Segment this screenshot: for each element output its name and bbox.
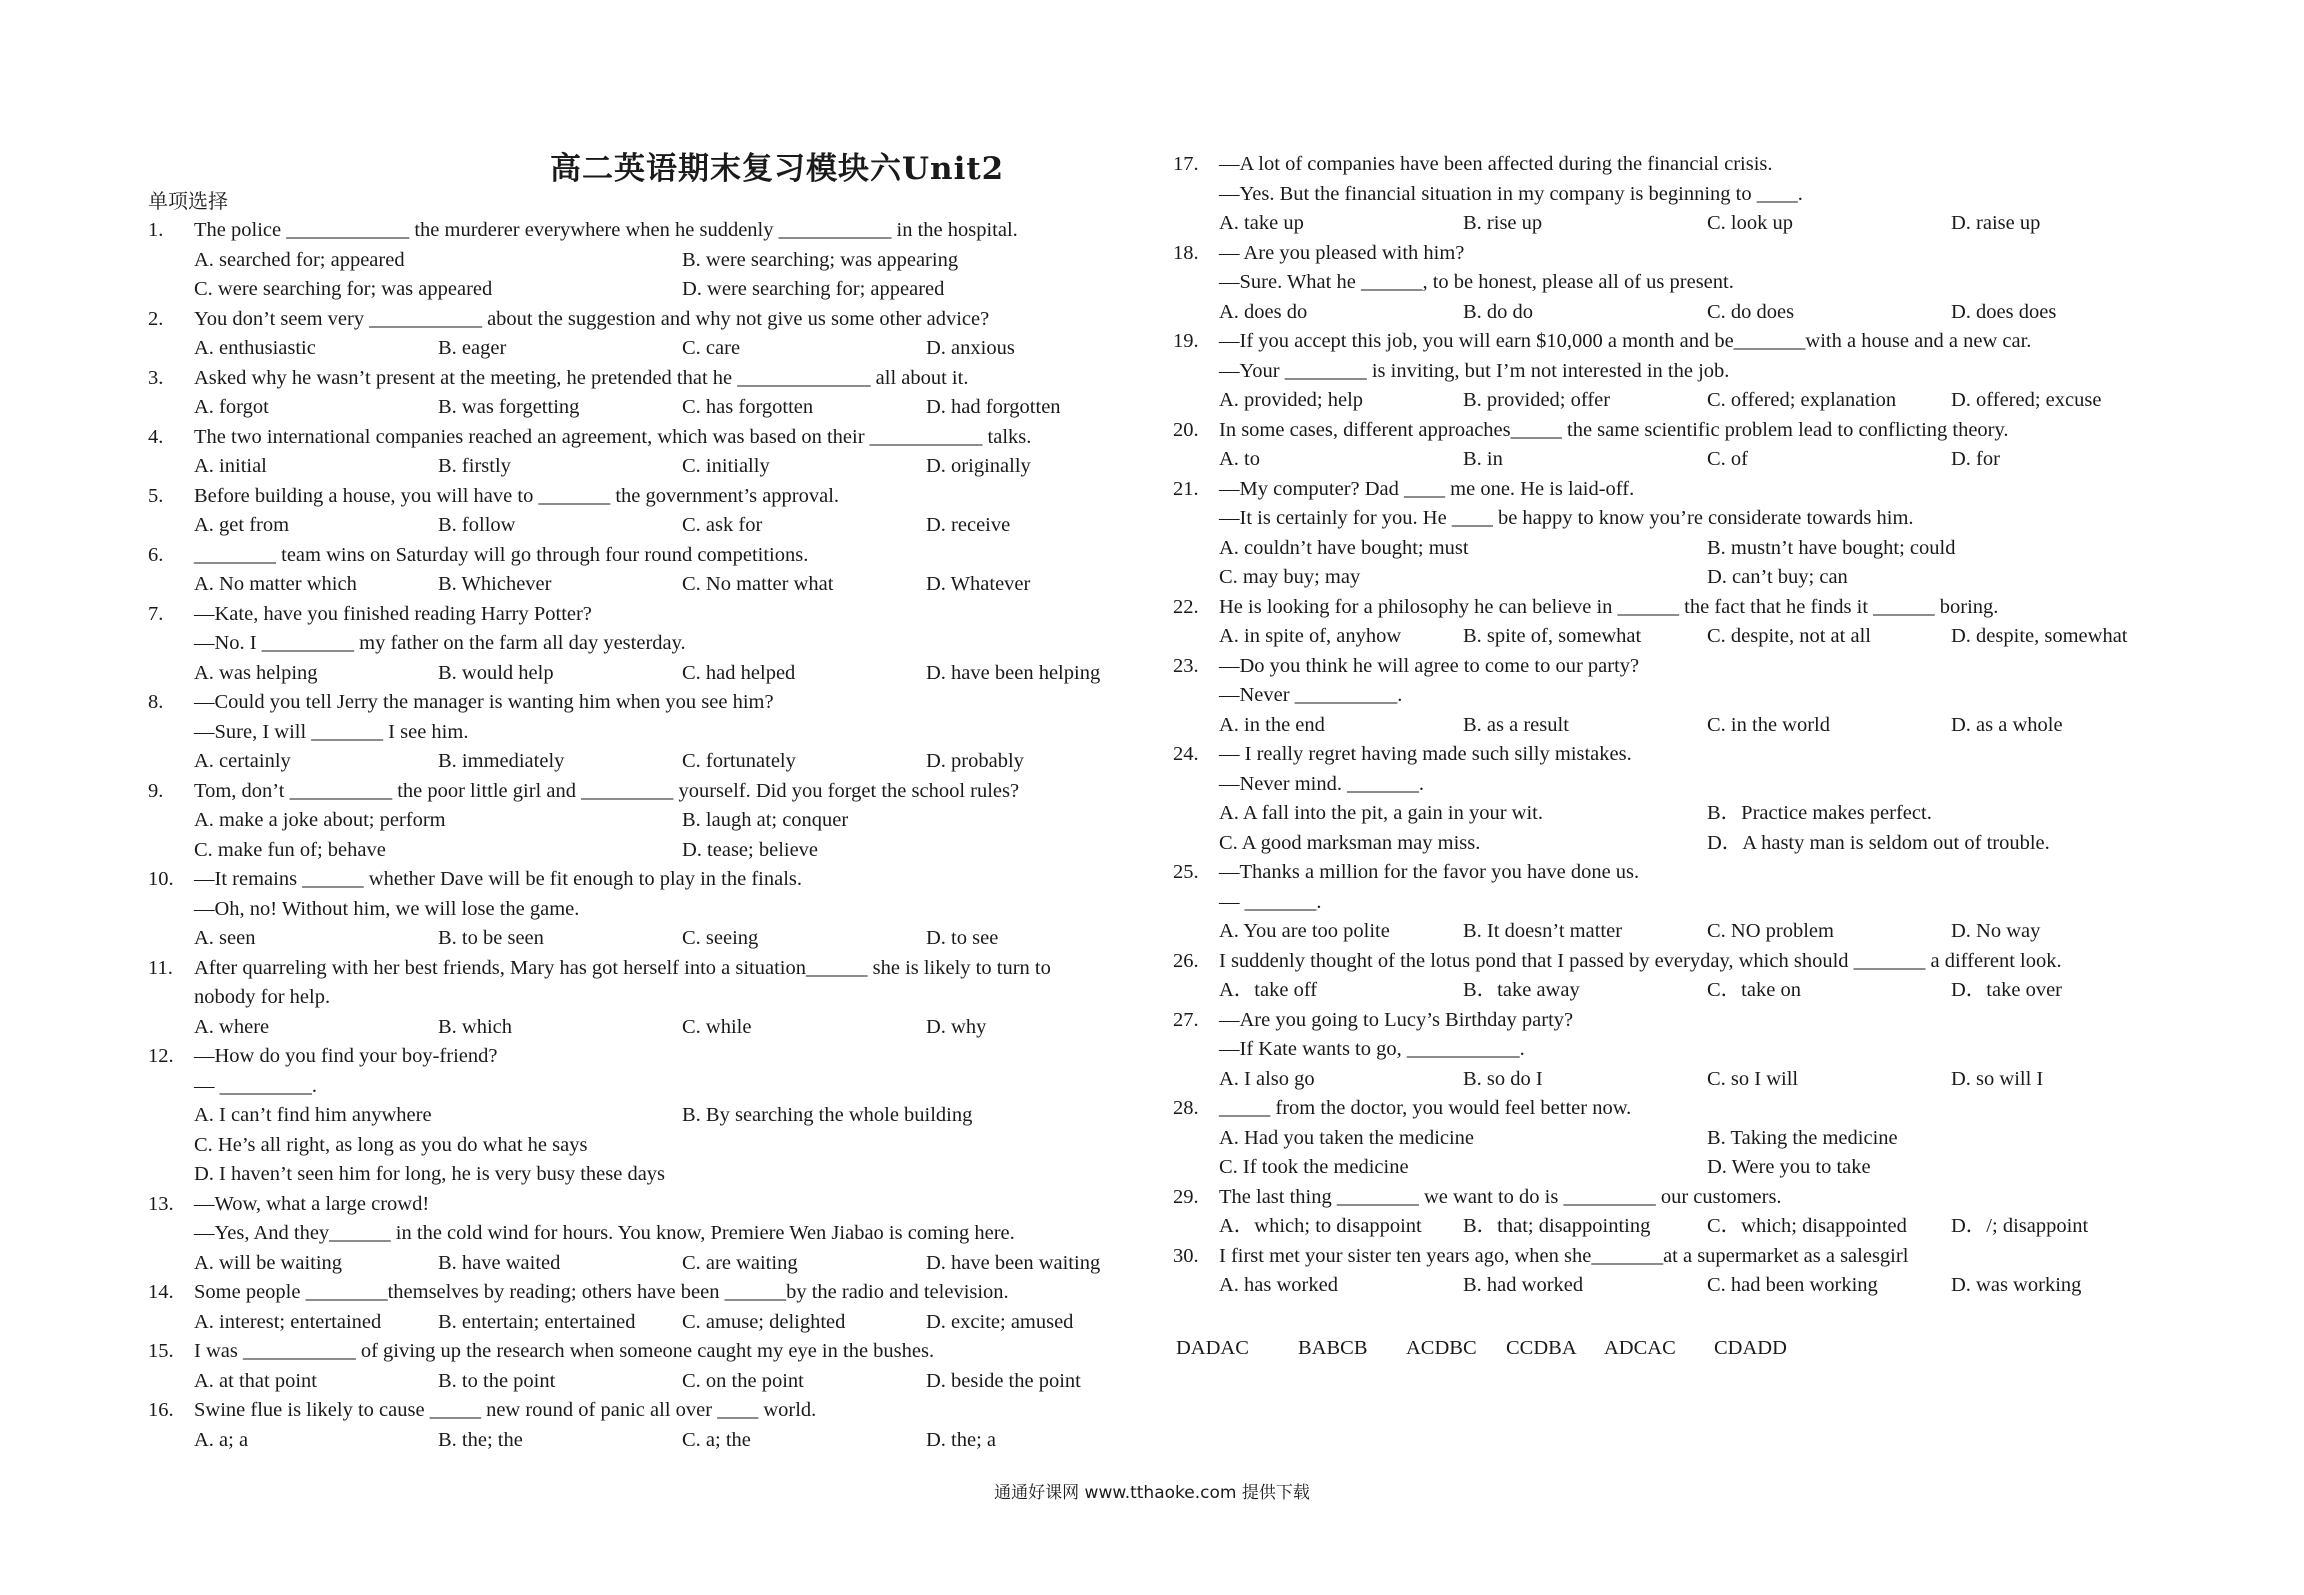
option-d[interactable]: D. was working xyxy=(1951,1274,2082,1296)
option-b[interactable]: B. would help xyxy=(438,661,554,684)
option-d[interactable]: D. No way xyxy=(1951,920,2041,942)
option-b[interactable]: B. spite of, somewhat xyxy=(1463,625,1642,647)
question-item xyxy=(148,482,1138,541)
option-a[interactable]: A. You are too polite xyxy=(1219,920,1390,942)
question-item xyxy=(1173,239,2163,328)
question-text: The last thing ________ we want to do is _________ our customers. xyxy=(1219,1185,1782,1208)
question-item xyxy=(148,1190,1138,1279)
option-d[interactable]: D. had forgotten xyxy=(926,396,1061,418)
option-d[interactable]: D．take over xyxy=(1951,979,2062,1001)
option-c[interactable]: C．which; disappointed xyxy=(1707,1215,1907,1237)
question-text: —It remains ______ whether Dave will be fit enough to play in the finals. xyxy=(194,868,803,890)
question-number: 22. xyxy=(1173,595,1199,618)
option-a[interactable]: A. A fall into the pit, a gain in your wit. xyxy=(1219,802,1543,824)
question-number: 15. xyxy=(148,1340,174,1362)
question-item xyxy=(148,1278,1138,1337)
question-text: — I really regret having made such silly mistakes. xyxy=(1219,743,1632,765)
option-b[interactable]: B. were searching; was appearing xyxy=(682,248,959,271)
question-text: —Sure. What he ______, to be honest, please all of us present. xyxy=(1219,271,1734,293)
question-number: 19. xyxy=(1173,330,1199,352)
option-d[interactable]: D. probably xyxy=(926,750,1024,772)
question-number: 7. xyxy=(148,602,164,625)
question-number: 2. xyxy=(148,307,164,330)
option-b[interactable]: B. as a result xyxy=(1463,713,1569,736)
option-d[interactable]: D. anxious xyxy=(926,337,1015,359)
answer-group: CCDBA xyxy=(1506,1337,1577,1359)
option-a[interactable]: A. a; a xyxy=(194,1428,249,1451)
option-c[interactable]: C. on the point xyxy=(682,1369,804,1392)
question-item xyxy=(148,777,1138,866)
question-text: —How do you find your boy-friend? xyxy=(194,1045,498,1067)
option-c[interactable]: C. a; the xyxy=(682,1428,751,1451)
option-d[interactable]: D. excite; amused xyxy=(926,1310,1074,1333)
question-text: The police ____________ the murderer everywhere when he suddenly ___________ in the hospital. xyxy=(194,219,1018,241)
footer-credit: 通通好课网 www.tthaoke.com 提供下载 xyxy=(994,1483,1310,1503)
option-a[interactable]: A. take up xyxy=(1219,212,1304,234)
answer-group: ADCAC xyxy=(1604,1337,1676,1359)
option-a[interactable]: A. No matter which xyxy=(194,573,357,595)
option-a[interactable]: A. initial xyxy=(194,455,267,477)
option-c[interactable]: C. fortunately xyxy=(682,750,796,772)
question-number: 8. xyxy=(148,691,164,713)
option-c[interactable]: C. despite, not at all xyxy=(1707,625,1871,647)
option-a[interactable]: A. forgot xyxy=(194,396,269,418)
option-b[interactable]: B. to the point xyxy=(438,1369,556,1392)
option-b[interactable]: B. was forgetting xyxy=(438,396,580,418)
question-text: —Are you going to Lucy’s Birthday party? xyxy=(1219,1008,1574,1031)
option-b[interactable]: B. It doesn’t matter xyxy=(1463,920,1623,942)
question-number: 30. xyxy=(1173,1244,1199,1267)
question-text: —Thanks a million for the favor you have done us. xyxy=(1219,861,1640,883)
question-text: —Could you tell Jerry the manager is wanting him when you see him? xyxy=(194,691,774,713)
question-item xyxy=(1173,416,2163,475)
question-number: 25. xyxy=(1173,861,1199,883)
question-text: _____ from the doctor, you would feel better now. xyxy=(1219,1097,1632,1119)
question-number: 20. xyxy=(1173,418,1199,441)
option-b[interactable]: B. follow xyxy=(438,514,516,536)
option-b[interactable]: B. laugh at; conquer xyxy=(682,809,849,831)
option-d[interactable]: D. beside the point xyxy=(926,1369,1081,1392)
question-item xyxy=(1173,1183,2163,1242)
option-c[interactable]: C. make fun of; behave xyxy=(194,838,386,861)
question-number: 28. xyxy=(1173,1097,1199,1119)
option-a[interactable]: A．take off xyxy=(1219,979,1318,1001)
option-a[interactable]: A. at that point xyxy=(194,1369,317,1392)
question-number: 23. xyxy=(1173,654,1199,677)
question-text: I was ___________ of giving up the research when someone caught my eye in the bushes. xyxy=(194,1340,935,1362)
option-b[interactable]: B. so do I xyxy=(1463,1067,1543,1090)
option-d[interactable]: D. offered; excuse xyxy=(1951,389,2102,411)
question-item xyxy=(148,688,1138,777)
question-item xyxy=(1173,740,2163,858)
option-d[interactable]: D. I haven’t seen him for long, he is very busy these days xyxy=(194,1163,666,1185)
question-item xyxy=(148,1396,1138,1455)
question-number: 24. xyxy=(1173,743,1199,765)
question-text: —Yes, And they______ in the cold wind for hours. You know, Premiere Wen Jiabao is coming here. xyxy=(194,1222,1015,1244)
option-c[interactable]: C. No matter what xyxy=(682,573,834,595)
question-number: 4. xyxy=(148,425,164,448)
option-a[interactable]: A. interest; entertained xyxy=(194,1310,382,1333)
option-b[interactable]: B. Whichever xyxy=(438,573,552,595)
option-c[interactable]: C. ask for xyxy=(682,514,763,536)
option-b[interactable]: B. rise up xyxy=(1463,212,1543,234)
question-text: — _______. xyxy=(1219,890,1322,913)
question-item xyxy=(1173,947,2163,1006)
option-c[interactable]: C. offered; explanation xyxy=(1707,389,1897,411)
question-number: 21. xyxy=(1173,477,1199,500)
question-item xyxy=(1173,475,2163,593)
question-item xyxy=(148,541,1138,600)
question-text: —No. I _________ my father on the farm all day yesterday. xyxy=(194,632,686,654)
option-c[interactable]: C. do does xyxy=(1707,300,1795,323)
option-c[interactable]: C. care xyxy=(682,337,741,359)
question-text: I suddenly thought of the lotus pond that I passed by everyday, which should _______ a different look. xyxy=(1219,949,2062,972)
option-c[interactable]: C. were searching for; was appeared xyxy=(194,278,493,300)
question-item xyxy=(148,423,1138,482)
option-a[interactable]: A．which; to disappoint xyxy=(1219,1215,1422,1237)
question-text: The two international companies reached an agreement, which was based on their ___________ talks. xyxy=(194,425,1032,448)
option-d[interactable]: D. have been helping xyxy=(926,661,1101,684)
option-a[interactable]: A. will be waiting xyxy=(194,1251,343,1274)
option-b[interactable]: B. which xyxy=(438,1015,513,1038)
option-b[interactable]: B. the; the xyxy=(438,1428,523,1451)
option-c[interactable]: C. NO problem xyxy=(1707,920,1834,942)
question-number: 14. xyxy=(148,1281,174,1303)
option-a[interactable]: A. where xyxy=(194,1015,270,1038)
question-item xyxy=(148,600,1138,689)
option-d[interactable]: D．A hasty man is seldom out of trouble. xyxy=(1707,831,2050,854)
option-d[interactable]: D. Whatever xyxy=(926,573,1031,595)
option-d[interactable]: D. why xyxy=(926,1015,987,1038)
question-text: —Your ________ is inviting, but I’m not interested in the job. xyxy=(1219,359,1730,382)
question-number: 6. xyxy=(148,543,164,566)
question-text: — Are you pleased with him? xyxy=(1219,241,1465,264)
option-a[interactable]: A. seen xyxy=(194,927,256,949)
page-title: 高二英语期末复习模块六Unit2 xyxy=(550,151,1005,187)
answer-group: DADAC xyxy=(1176,1337,1249,1359)
question-item xyxy=(148,865,1138,954)
question-text: —It is certainly for you. He ____ be happy to know you’re considerate towards him. xyxy=(1219,507,1914,529)
option-a[interactable]: A. has worked xyxy=(1219,1274,1338,1296)
question-text: — _________. xyxy=(194,1074,317,1097)
question-number: 26. xyxy=(1173,949,1199,972)
option-b[interactable]: B. Taking the medicine xyxy=(1707,1126,1898,1149)
question-number: 3. xyxy=(148,366,164,389)
option-a[interactable]: A. was helping xyxy=(194,661,318,684)
option-a[interactable]: A. to xyxy=(1219,448,1260,470)
question-text: —Kate, have you finished reading Harry Potter? xyxy=(194,602,592,625)
question-item xyxy=(148,954,1138,1043)
question-number: 13. xyxy=(148,1192,174,1215)
option-b[interactable]: B. had worked xyxy=(1463,1274,1584,1296)
question-text: —Do you think he will agree to come to our party? xyxy=(1219,654,1640,677)
option-a[interactable]: A. I also go xyxy=(1219,1067,1315,1090)
question-text: After quarreling with her best friends, Mary has got herself into a situation______ she is likely to turn to xyxy=(194,956,1051,979)
question-text: Tom, don’t __________ the poor little girl and _________ yourself. Did you forget the school rules? xyxy=(194,779,1020,802)
option-c[interactable]: C. so I will xyxy=(1707,1067,1799,1090)
question-item xyxy=(148,216,1138,305)
question-number: 29. xyxy=(1173,1185,1199,1208)
option-b[interactable]: B. have waited xyxy=(438,1251,561,1274)
question-item xyxy=(1173,327,2163,416)
option-d[interactable]: D. have been waiting xyxy=(926,1251,1101,1274)
option-a[interactable]: A. enthusiastic xyxy=(194,337,316,359)
question-number: 9. xyxy=(148,779,164,802)
option-d[interactable]: D. as a whole xyxy=(1951,713,2063,736)
question-number: 12. xyxy=(148,1045,174,1067)
question-text: —Sure, I will _______ I see him. xyxy=(194,720,469,743)
option-b[interactable]: B. provided; offer xyxy=(1463,389,1611,411)
option-b[interactable]: B. to be seen xyxy=(438,927,544,949)
option-d[interactable]: D. does does xyxy=(1951,300,2057,323)
option-a[interactable]: A. couldn’t have bought; must xyxy=(1219,536,1469,559)
question-text: —My computer? Dad ____ me one. He is laid-off. xyxy=(1219,477,1635,500)
question-text: I first met your sister ten years ago, when she_______at a supermarket as a salesgirl xyxy=(1219,1244,1909,1267)
question-number: 11. xyxy=(148,956,173,979)
option-d[interactable]: D. tease; believe xyxy=(682,838,819,861)
question-text: —Never mind. _______. xyxy=(1219,772,1424,795)
option-d[interactable]: D. for xyxy=(1951,448,2000,470)
option-c[interactable]: C. look up xyxy=(1707,212,1793,234)
option-d[interactable]: D. so will I xyxy=(1951,1067,2044,1090)
answer-group: BABCB xyxy=(1298,1337,1368,1359)
question-text: ________ team wins on Saturday will go through four round competitions. xyxy=(194,543,809,566)
option-d[interactable]: D. can’t buy; can xyxy=(1707,566,1848,588)
question-number: 1. xyxy=(148,219,164,241)
option-a[interactable]: A. Had you taken the medicine xyxy=(1219,1126,1475,1149)
option-d[interactable]: D. originally xyxy=(926,455,1031,477)
question-text: In some cases, different approaches_____ the same scientific problem lead to conflicting theory. xyxy=(1219,418,2009,441)
option-b[interactable]: B. mustn’t have bought; could xyxy=(1707,536,1956,559)
question-text: Before building a house, you will have to _______ the government’s approval. xyxy=(194,484,840,507)
answer-group: CDADD xyxy=(1714,1337,1787,1359)
option-d[interactable]: D. despite, somewhat xyxy=(1951,625,2128,647)
question-text: He is looking for a philosophy he can believe in ______ the fact that he finds it ______ boring. xyxy=(1219,595,1999,618)
option-c[interactable]: C. seeing xyxy=(682,927,759,949)
option-c[interactable]: C. may buy; may xyxy=(1219,566,1361,588)
option-c[interactable]: C. are waiting xyxy=(682,1251,798,1274)
option-d[interactable]: D．/; disappoint xyxy=(1951,1215,2089,1237)
question-text: —Oh, no! Without him, we will lose the game. xyxy=(194,897,580,920)
option-a[interactable]: A. certainly xyxy=(194,750,291,772)
question-item xyxy=(148,1337,1138,1396)
question-number: 10. xyxy=(148,868,174,890)
option-d[interactable]: D. raise up xyxy=(1951,212,2041,234)
option-b[interactable]: B．that; disappointing xyxy=(1463,1215,1651,1237)
option-a[interactable]: A. I can’t find him anywhere xyxy=(194,1104,432,1126)
section-heading: 单项选择 xyxy=(148,189,228,213)
question-number: 27. xyxy=(1173,1008,1199,1031)
option-a[interactable]: A. in spite of, anyhow xyxy=(1219,625,1402,647)
option-c[interactable]: C. If took the medicine xyxy=(1219,1156,1409,1178)
option-a[interactable]: A. get from xyxy=(194,514,290,536)
option-b[interactable]: B．Practice makes perfect. xyxy=(1707,802,1932,824)
option-d[interactable]: D. the; a xyxy=(926,1428,997,1451)
option-c[interactable]: C. of xyxy=(1707,448,1748,470)
option-b[interactable]: B. immediately xyxy=(438,750,565,772)
question-text: Asked why he wasn’t present at the meeting, he pretended that he _____________ all about it. xyxy=(194,366,969,389)
question-number: 5. xyxy=(148,484,164,507)
option-c[interactable]: C. He’s all right, as long as you do what he says xyxy=(194,1133,588,1156)
question-text: Some people ________themselves by reading; others have been ______by the radio and television. xyxy=(194,1281,1009,1303)
question-item xyxy=(1173,1006,2163,1095)
option-a[interactable]: A. searched for; appeared xyxy=(194,248,405,271)
question-text: —Yes. But the financial situation in my company is beginning to ____. xyxy=(1219,182,1803,205)
answer-group: ACDBC xyxy=(1406,1337,1477,1359)
question-item xyxy=(148,1042,1138,1190)
question-item xyxy=(148,305,1138,364)
option-d[interactable]: D. to see xyxy=(926,927,999,949)
question-item xyxy=(1173,858,2163,947)
option-c[interactable]: C．take on xyxy=(1707,979,1801,1001)
option-b[interactable]: B. firstly xyxy=(438,455,511,477)
question-text: nobody for help. xyxy=(194,986,331,1008)
question-number: 18. xyxy=(1173,241,1199,264)
option-a[interactable]: A. does do xyxy=(1219,300,1308,323)
question-text: —A lot of companies have been affected during the financial crisis. xyxy=(1219,153,1773,175)
option-d[interactable]: D. were searching for; appeared xyxy=(682,278,945,300)
question-text: Swine flue is likely to cause _____ new round of panic all over ____ world. xyxy=(194,1399,817,1421)
option-d[interactable]: D. receive xyxy=(926,514,1011,536)
option-b[interactable]: B. do do xyxy=(1463,300,1534,323)
question-number: 16. xyxy=(148,1399,174,1421)
option-c[interactable]: C. while xyxy=(682,1015,752,1038)
option-b[interactable]: B. By searching the whole building xyxy=(682,1104,973,1126)
option-a[interactable]: A. make a joke about; perform xyxy=(194,809,446,831)
option-d[interactable]: D. Were you to take xyxy=(1707,1156,1871,1178)
option-c[interactable]: C. had helped xyxy=(682,661,796,684)
question-text: —If you accept this job, you will earn $10,000 a month and be_______with a house and a new car. xyxy=(1219,330,2032,352)
option-b[interactable]: B. eager xyxy=(438,337,507,359)
question-text: —Wow, what a large crowd! xyxy=(194,1192,430,1215)
option-c[interactable]: C. A good marksman may miss. xyxy=(1219,831,1481,854)
option-b[interactable]: B. in xyxy=(1463,448,1503,470)
option-c[interactable]: C. amuse; delighted xyxy=(682,1310,846,1333)
question-item xyxy=(1173,593,2163,652)
option-b[interactable]: B. entertain; entertained xyxy=(438,1310,636,1333)
question-number: 17. xyxy=(1173,153,1199,175)
option-c[interactable]: C. has forgotten xyxy=(682,396,814,418)
question-item xyxy=(1173,150,2163,239)
question-item xyxy=(1173,1094,2163,1183)
option-a[interactable]: A. in the end xyxy=(1219,713,1325,736)
question-text: —If Kate wants to go, ___________. xyxy=(1219,1038,1525,1060)
question-item xyxy=(1173,1242,2163,1301)
option-b[interactable]: B．take away xyxy=(1463,979,1580,1001)
option-a[interactable]: A. provided; help xyxy=(1219,389,1364,411)
option-c[interactable]: C. in the world xyxy=(1707,713,1830,736)
option-c[interactable]: C. initially xyxy=(682,455,770,477)
question-item xyxy=(148,364,1138,423)
question-text: You don’t seem very ___________ about the suggestion and why not give us some other advice? xyxy=(194,307,990,330)
question-text: —Never __________. xyxy=(1219,684,1403,706)
question-item xyxy=(1173,652,2163,741)
option-c[interactable]: C. had been working xyxy=(1707,1274,1878,1296)
